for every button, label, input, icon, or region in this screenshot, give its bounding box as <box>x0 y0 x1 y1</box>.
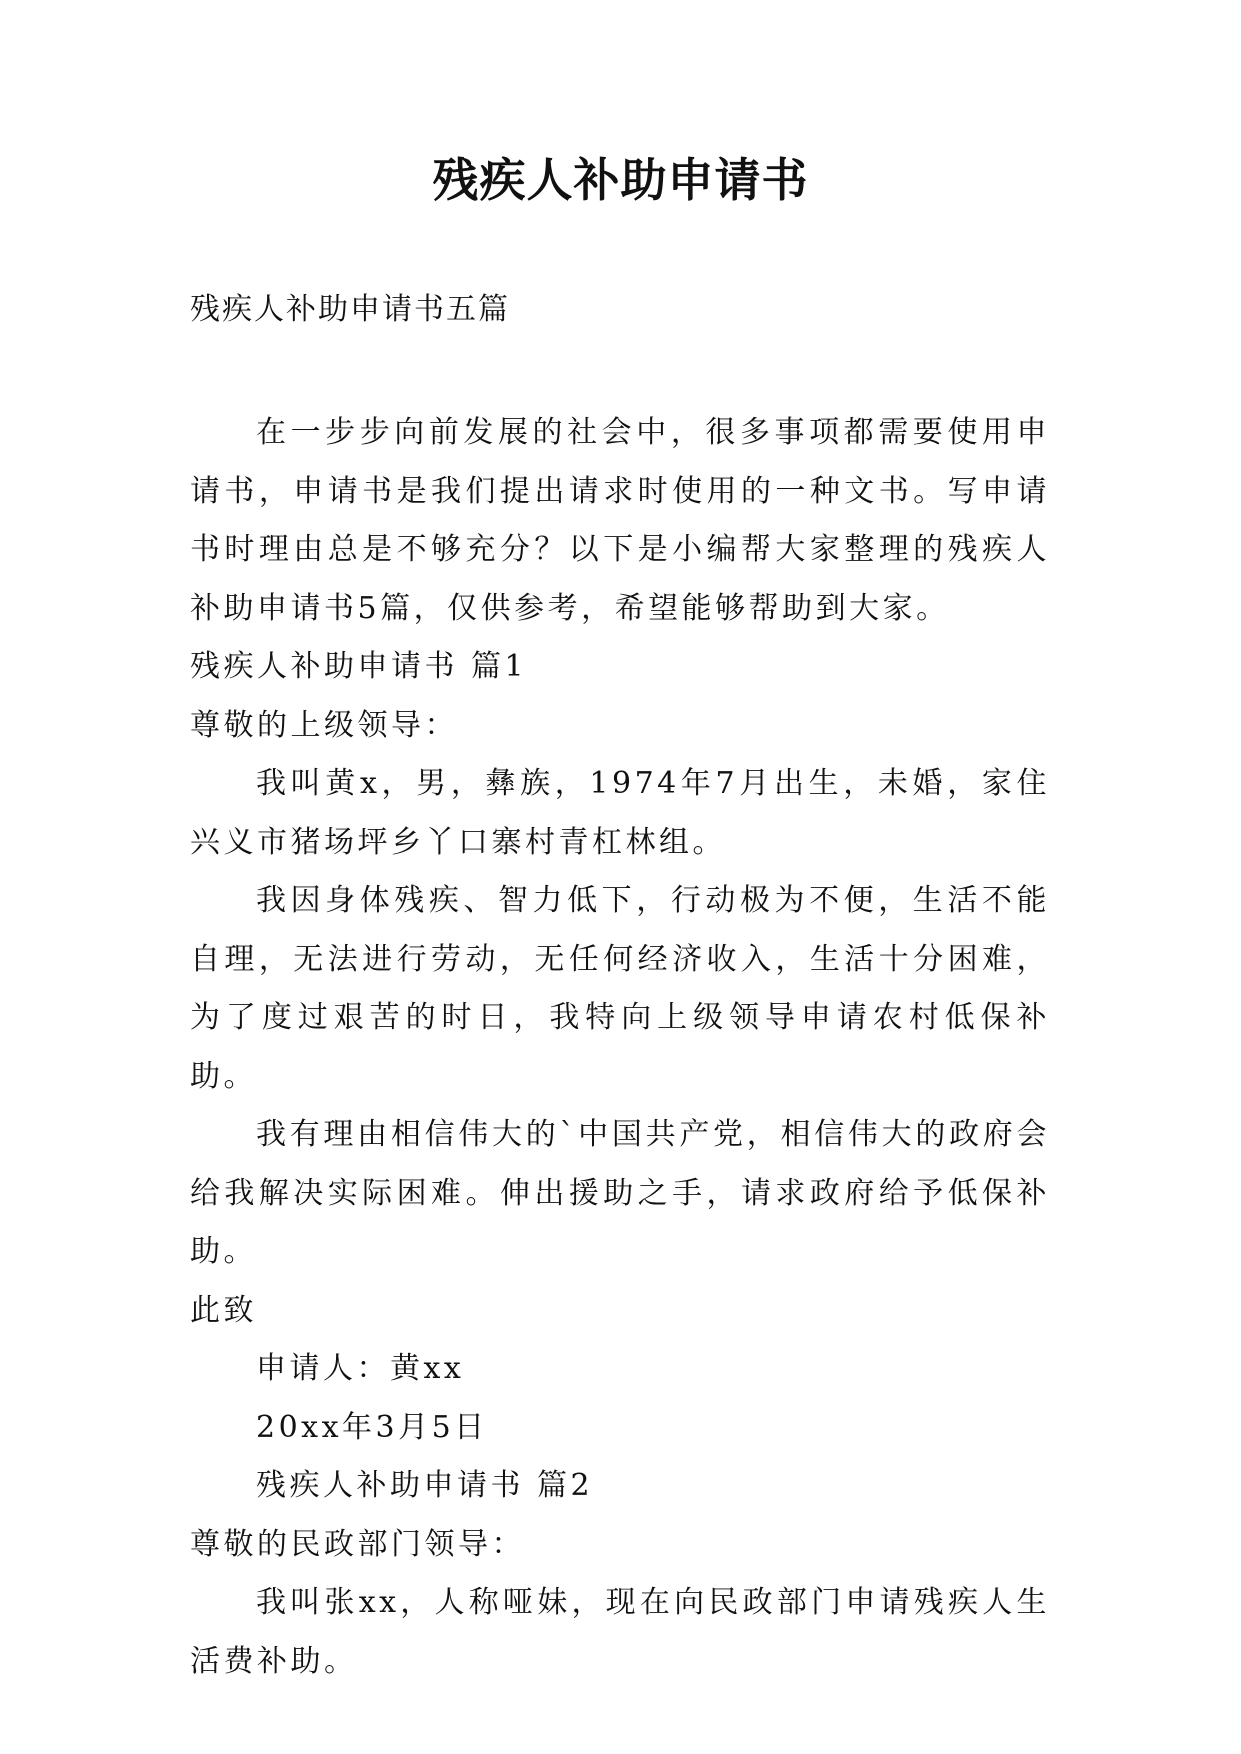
paragraph-1b: 我因身体残疾、智力低下，行动极为不便，生活不能自理，无法进行劳动，无任何经济收入，生活十分困难，为了度过艰苦的时日，我特向上级领导申请农村低保补助。 <box>190 883 1050 1094</box>
date-1: 20xx年3月5日 <box>256 1409 488 1445</box>
document-body <box>190 404 1050 1691</box>
document-subtitle: 残疾人补助申请书五篇 <box>190 292 510 327</box>
document-title: 残疾人补助申请书 <box>432 153 809 207</box>
applicant-1: 申请人：黄xx <box>256 1351 465 1386</box>
salutation-1: 尊敬的上级领导： <box>190 707 458 743</box>
intro-paragraph: 在一步步向前发展的社会中，很多事项都需要使用申请书，申请书是我们提出请求时使用的一种文书。写申请书时理由总是不够充分？以下是小编帮大家整理的残疾人补助申请书5篇，仅供参考，希望能够帮助到大家。 <box>190 415 1050 626</box>
section-heading-1: 残疾人补助申请书 篇1 <box>190 649 528 684</box>
paragraph-1a: 我叫黄x，男，彝族，1974年7月出生，未婚，家住兴义市猪场坪乡丫口寨村青杠林组。 <box>190 766 1050 860</box>
paragraph-1c: 我有理由相信伟大的`中国共产党，相信伟大的政府会给我解决实际困难。伸出援助之手，请求政府给予低保补助。 <box>190 1117 1050 1269</box>
paragraph-2a: 我叫张xx，人称哑妹，现在向民政部门申请残疾人生活费补助。 <box>190 1585 1050 1679</box>
closing-1: 此致 <box>190 1292 257 1328</box>
section-heading-2: 残疾人补助申请书 篇2 <box>256 1468 594 1503</box>
salutation-2: 尊敬的民政部门领导： <box>190 1526 525 1562</box>
